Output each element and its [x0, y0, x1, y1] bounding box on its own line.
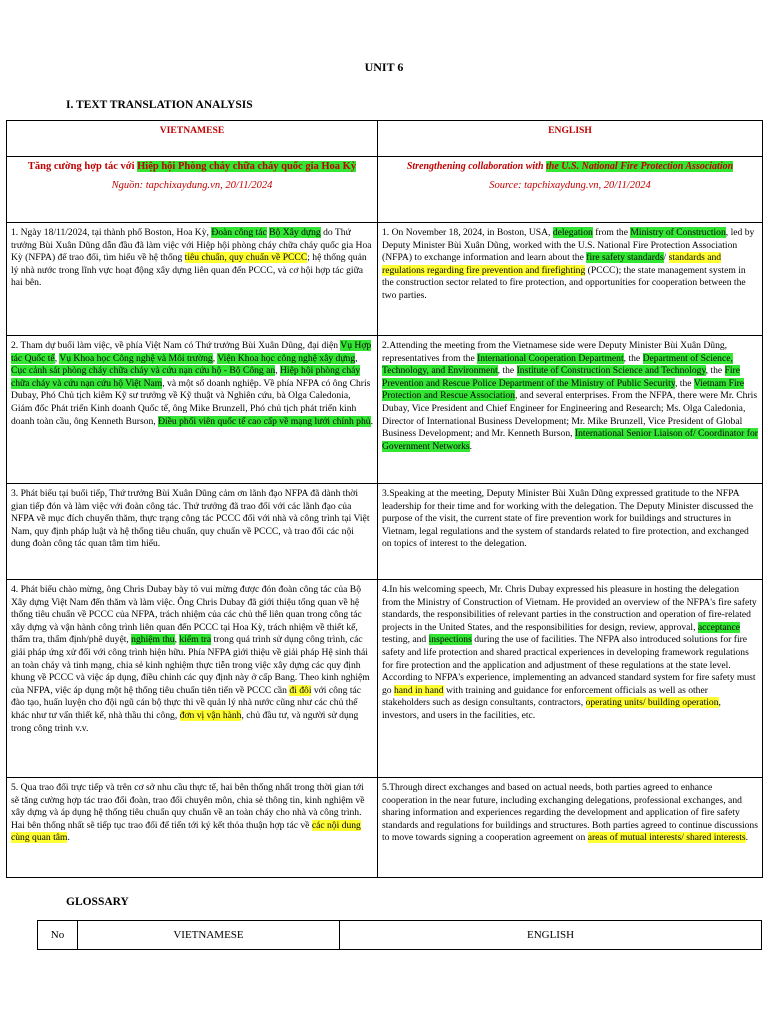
- text-segment: , and several enterprises. From the NFPA, there were Mr. Chris Dubay, Vice President and Chief Engineer for Engineering and Research; Ms. Olga Caledonia, Director of International Business Development; Mr. Mike Brunzell, Vice President of Global Business Development; and Mr. Kenneth Burson,: [382, 390, 758, 440]
- text-segment: from the: [592, 227, 631, 238]
- title-vi-plain: Tăng cường hợp tác với: [27, 161, 138, 172]
- highlight-green: Department of Science, Technology, and Environment: [382, 352, 733, 377]
- highlight-green: delegation: [552, 227, 593, 238]
- glossary-col-english: ENGLISH: [340, 921, 762, 950]
- text-segment: , the: [675, 377, 694, 389]
- vi-paragraph-2: [7, 336, 378, 484]
- glossary-table: [37, 920, 762, 950]
- text-segment: ,: [54, 352, 60, 364]
- section-title: I. TEXT TRANSLATION ANALYSIS: [66, 99, 253, 111]
- translation-table: [6, 120, 763, 878]
- text-segment: .: [745, 832, 749, 844]
- highlight-green: inspections: [428, 634, 472, 646]
- highlight-green: Fire Prevention and Rescue Police Department of the Ministry of Public Security: [382, 365, 741, 389]
- text-segment: 2. Tham dự buổi làm việc, về phía Việt Nam có Thứ trưởng Bùi Xuân Dũng, đại diện: [11, 340, 341, 351]
- highlight-yellow: areas of mutual interests/ shared interests: [587, 832, 746, 844]
- text-segment: .: [370, 415, 373, 427]
- highlight-green: Vietnam Fire Protection and Rescue Association: [382, 377, 745, 402]
- text-segment: , và một số doanh nghiệp. Về phía NFPA có ông Chris Dubay, Phó Chủ tịch kiêm Kỹ sư trưởng về Kỹ thuật và Nghiên cứu, bà Olga Caledonia, Giám đốc Phát triển Kinh doanh Quốc tế, ông Mike Brunzell, Phó chủ tịch phát triển kinh doanh toàn cầu, ông Kenneth Burson,: [11, 377, 371, 427]
- text-segment: .: [67, 832, 70, 844]
- header-vietnamese: VIETNAMESE: [7, 121, 378, 157]
- highlight-green: Vụ Hợp tác Quốc tế: [11, 340, 372, 364]
- highlight-green: Đoàn công tác: [211, 227, 267, 238]
- highlight-green: Bộ Xây dựng: [269, 227, 321, 238]
- vi-paragraph-3: 3. Phát biểu tại buổi tiếp, Thứ trưởng Bùi Xuân Dũng cảm ơn lãnh đạo NFPA đã dành thời gian tiếp đón và làm việc với đoàn công tác. Thứ trưởng đã trao đổi với các lãnh đạo của NFPA về mục đích chuyến thăm, thực trạng công tác PCCC đối với nhà và công trình tại Việt Nam, quy định pháp luật và hệ thống tiêu chuẩn, quy chuẩn về PCCC, và trao đổi các nội dung đoàn công tác quan tâm tìm hiểu.: [7, 484, 378, 580]
- text-segment: 1. On November 18, 2024, in Boston, USA,: [382, 227, 553, 238]
- highlight-yellow: hand in hand: [394, 684, 444, 696]
- glossary-title: GLOSSARY: [66, 896, 129, 908]
- text-segment: , led by Deputy Minister Bùi Xuân Dũng, worked with the U.S. National Fire Protection Association (NFPA) to exchange information and learn about the: [382, 227, 755, 264]
- highlight-yellow: standards and regulations regarding fire prevention and firefighting: [382, 252, 722, 276]
- title-en-plain: Strengthening collaboration with: [406, 161, 547, 172]
- en-paragraph-2: [378, 336, 763, 484]
- glossary-col-no: No: [38, 921, 78, 950]
- title-vietnamese-cell: [7, 157, 378, 223]
- paragraph-row-2: [7, 336, 763, 484]
- glossary-header-row: [38, 921, 762, 950]
- highlight-green: nghiệm thu: [131, 634, 175, 646]
- vi-paragraph-1: [7, 223, 378, 336]
- text-segment: ,: [174, 634, 180, 646]
- en-paragraph-1: [378, 223, 763, 336]
- highlight-green: fire safety standards: [586, 252, 664, 264]
- text-segment: ,: [212, 352, 218, 364]
- text-segment: 5. Qua trao đổi trực tiếp và trên cơ sở nhu cầu thực tế, hai bên thống nhất trong thời gian tới sẽ tăng cường hợp tác trao đổi đoàn, trao đổi chuyên môn, chia sẻ thông tin, kinh nghiệm về xây dựng và áp dụng hệ thống tiêu chuẩn quy chuẩn về an toàn cháy cho nhà và công trình. Hai bên thống nhất sẽ tiếp tục trao đổi để tiến tới ký kết thỏa thuận hợp tác về: [11, 782, 365, 831]
- text-segment: /: [663, 252, 669, 264]
- highlight-green: International Senior Liaison of/ Coordinator for Government Networks: [382, 428, 758, 452]
- text-segment: , investors, and users in the facilities, etc.: [382, 697, 721, 721]
- paragraph-row-4: [7, 580, 763, 778]
- text-segment: , chủ đầu tư, và người sử dụng trong công trình v.v.: [11, 709, 359, 734]
- text-segment: with training and guidance for enforcement officials as well as other stakeholders such as design consultants, contractors,: [382, 684, 708, 709]
- table-header-row: [7, 121, 763, 157]
- glossary-col-vietnamese: VIETNAMESE: [78, 921, 340, 950]
- highlight-yellow: đi đôi: [289, 684, 312, 696]
- unit-title: UNIT 6: [364, 60, 404, 74]
- highlight-green: Viện Khoa học công nghệ xây dựng: [217, 352, 356, 364]
- highlight-green: Hiệp hội phòng cháy chữa cháy và cứu nạn cứu hộ Việt Nam: [11, 365, 361, 389]
- title-english-cell: [378, 157, 763, 223]
- text-segment: trong quá trình sử dụng công trình, các giải pháp ứng xử đối với công trình hiện hữu. Phía NFPA giới thiệu về giải pháp Hệ sinh thái an toàn cháy và tinh mạng, chia sẻ kinh nghiệm thực tiễn trong việc xây dựng các quy định khung về PCCC và việc áp dụng, điều chỉnh các quy định này ở cấp Bang. Theo kinh nghiệm của NFPA, việc áp dụng một hệ thống tiêu chuẩn tiên tiến về PCCC cần: [11, 634, 370, 696]
- highlight-yellow: tiêu chuẩn, quy chuẩn về PCCC: [184, 252, 308, 264]
- text-segment: 5.Through direct exchanges and based on actual needs, both parties agreed to enhance cooperation in the near future, including exchanging delegations, professional exchanges, and sharing information and experiences regarding the development and application of fire safety standards and regulations for buildings and structures. Both parties agreed to continue discussions to move towards signing a cooperation agreement on: [382, 782, 758, 844]
- text-segment: , the: [497, 365, 517, 377]
- text-segment: , the: [705, 365, 725, 377]
- text-segment: 4. Phát biểu chào mừng, ông Chris Dubay bày tỏ vui mừng được đón đoàn công tác của Bộ Xây dựng Việt Nam đến thăm và làm việc. Ông Chris Dubay đã giới thiệu tổng quan về hệ thống tiêu chuẩn về PCCC của NFPA, trách nhiệm của các chủ thể liên quan trong công tác xây dựng và vận hành công trình liên quan đến PCCC tại Hoa Kỳ, trách nhiệm về thiết kế, thẩm tra, thẩm định/phê duyệt,: [11, 584, 362, 646]
- text-segment: ,: [275, 365, 280, 377]
- text-segment: 4.In his welcoming speech, Mr. Chris Dubay expressed his pleasure in hosting the delegation from the Ministry of Construction of Vietnam. He provided an overview of the NFPA's fire safety standards, the responsibilities of relevant parties in the construction and operation of fire-related projects in the United States, and the responsibilities for design, review, approval,: [382, 584, 757, 633]
- highlight-yellow: operating units/ building operation: [585, 697, 719, 709]
- highlight-green: International Cooperation Department: [477, 352, 624, 364]
- highlight-green: Ministry of Construction: [630, 227, 726, 238]
- paragraph-row-3: [7, 484, 763, 580]
- en-paragraph-4: [378, 580, 763, 778]
- text-segment: .: [469, 440, 473, 452]
- highlight-green: kiểm tra: [179, 634, 212, 646]
- text-segment: during the use of facilities. The NFPA also introduced solutions for fire safety and life protection and shared practical experiences in developing framework regulations for fire protection and the application and adjustment of these regulations at the state level. According to NFPA's experience, implementing an advanced standard system for fire safety must go: [382, 634, 756, 696]
- header-english: ENGLISH: [378, 121, 763, 157]
- title-row: [7, 157, 763, 223]
- en-paragraph-3: 3.Speaking at the meeting, Deputy Minister Bùi Xuân Dũng expressed gratitude to the NFPA leadership for their time and for working with the delegation. The Deputy Minister discussed the purpose of the visit, the current state of fire prevention work for buildings and structures in Vietnam, legal regulations and the system of standards related to fire protection, and exchanged on topics of interest to the delegation.: [378, 484, 763, 580]
- highlight-green: Cục cảnh sát phòng cháy chữa cháy và cứu nạn cứu hộ - Bộ Công an: [11, 365, 276, 377]
- paragraph-row-1: [7, 223, 763, 336]
- en-paragraph-5: [378, 778, 763, 878]
- text-segment: do Thứ trưởng Bùi Xuân Dũng dẫn đầu đã làm việc với Hiệp hội phòng cháy chữa cháy quốc gia Hoa Kỳ (NFPA) để trao đổi, tìm hiểu về hệ thống: [11, 227, 372, 264]
- vi-paragraph-5: [7, 778, 378, 878]
- highlight-green: acceptance: [697, 621, 740, 633]
- vi-paragraph-4: [7, 580, 378, 778]
- text-segment: 1. Ngày 18/11/2024, tại thành phố Boston, Hoa Kỳ,: [11, 227, 212, 238]
- highlight-green: Institute of Construction Science and Technology: [516, 365, 706, 377]
- text-segment: ; hệ thống quản lý nhà nước trong lĩnh vực hoạt động xây dựng liên quan đến PCCC, và cơ hội hợp tác giữa hai bên.: [11, 252, 367, 289]
- highlight-yellow: các nội dung cùng quan tâm: [11, 819, 361, 844]
- text-segment: testing, and: [382, 634, 429, 646]
- highlight-yellow: đơn vị vận hành: [179, 709, 242, 721]
- title-vi-highlight: Hiệp hội Phòng cháy chữa cháy quốc gia Hoa Kỳ: [137, 161, 357, 172]
- text-segment: (PCCC); the state management system in the construction sector related to fire protection, and opportunities for cooperation between the two parties.: [382, 264, 746, 301]
- source-english: Source: tapchixaydung.vn, 20/11/2024: [489, 179, 651, 191]
- text-segment: 2.Attending the meeting from the Vietnamese side were Deputy Minister Bùi Xuân Dũng, representatives from the: [382, 340, 728, 364]
- highlight-green: Điều phối viên quốc tế cao cấp về mạng lưới chính phủ: [158, 415, 371, 427]
- source-vietnamese: Nguồn: tapchixaydung.vn, 20/11/2024: [111, 179, 273, 191]
- highlight-green: Vụ Khoa học Công nghệ và Môi trường: [59, 352, 213, 364]
- text-segment: với công tác đào tạo, huấn luyện cho đội ngũ cán bộ thực thi về quản lý nhà nước cũng như các chủ thể khác như tư vấn thiết kế, nhà thầu thi công,: [11, 684, 362, 721]
- paragraph-row-5: [7, 778, 763, 878]
- text-segment: , the: [623, 352, 643, 364]
- title-en-highlight: the U.S. National Fire Protection Association: [546, 161, 734, 172]
- text-segment: ,: [355, 352, 358, 364]
